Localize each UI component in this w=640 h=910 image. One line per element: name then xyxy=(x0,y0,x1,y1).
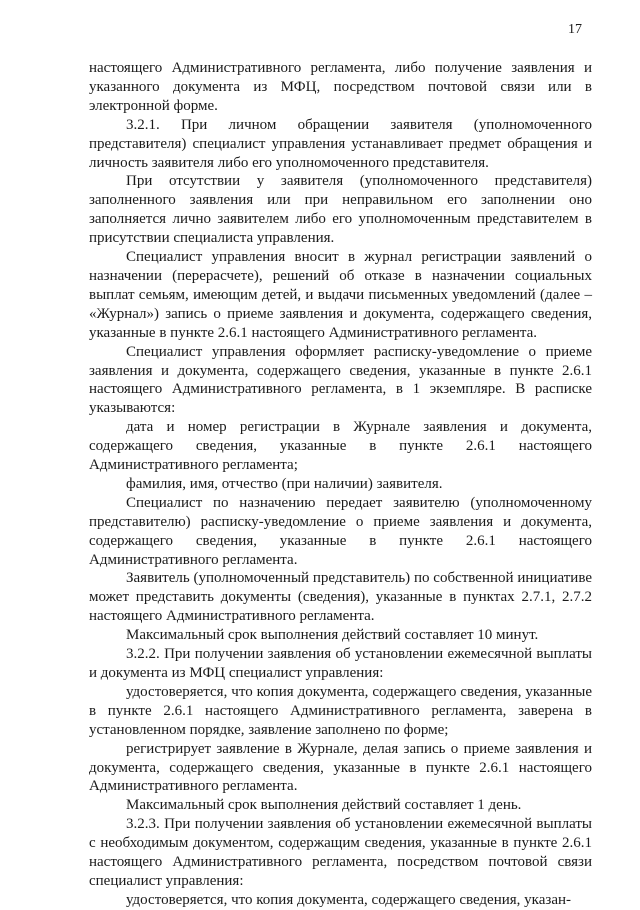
paragraph-receipt-handover: Специалист по назначению передает заявителю (уполномоченному представителю) расписку-уведомление о приеме заявления и документа, содержащего сведения, указанные в пункте 2.6.1 настоящего Административного регламента. xyxy=(89,494,592,568)
paragraph-max-time-10-min: Максимальный срок выполнения действий составляет 10 минут. xyxy=(126,627,539,644)
paragraph-missing-application: При отсутствии у заявителя (уполномоченного представителя) заполненного заявления или при неправильном его заполнении оно заполняется лично заявителем либо его уполномоченным представителем в присутствии специалиста управления. xyxy=(89,173,592,247)
document-body xyxy=(89,59,592,910)
paragraph-3-2-3: 3.2.3. При получении заявления об установлении ежемесячной выплаты с необходимым документом, содержащим сведения, указанные в пункте 2.6.1 настоящего Административного регламента, посредством почтовой связи специалист управления: xyxy=(89,816,592,889)
paragraph-journal-entry: Специалист управления вносит в журнал регистрации заявлений о назначении (перерасчете), решений об отказе в назначении социальных выплат семьям, имеющим детей, и выдачи письменных уведомлений (далее – «Журнал») запись о приеме заявления и документа, содержащего сведения, указанные в пункте 2.6.1 настоящего Административного регламента. xyxy=(89,249,592,341)
paragraph-receipt-item-date: дата и номер регистрации в Журнале заявления и документа, содержащего сведения, указанные в пункте 2.6.1 настоящего Административного регламента; xyxy=(89,419,592,474)
paragraph-verify-copy-cut: удостоверяется, что копия документа, содержащего сведения, указан- xyxy=(126,891,571,908)
paragraph-receipt-item-name: фамилия, имя, отчество (при наличии) заявителя. xyxy=(126,475,443,492)
paragraph-3-2-2: 3.2.2. При получении заявления об установлении ежемесячной выплаты и документа из МФЦ специалист управления: xyxy=(89,646,592,681)
paragraph-continuation: настоящего Административного регламента, либо получение заявления и указанного документа из МФЦ, посредством почтовой связи или в электронной форме. xyxy=(89,60,592,114)
paragraph-own-initiative: Заявитель (уполномоченный представитель) по собственной инициативе может представить документы (сведения), указанные в пунктах 2.7.1, 2.7.2 настоящего Административного регламента. xyxy=(89,570,592,625)
paragraph-max-time-1-day: Максимальный срок выполнения действий составляет 1 день. xyxy=(126,797,522,814)
paragraph-receipt-notice: Специалист управления оформляет расписку-уведомление о приеме заявления и документа, содержащего сведения, указанные в пункте 2.6.1 настоящего Административного регламента, в 1 экземпляре. В расписке указываются: xyxy=(89,343,592,417)
paragraph-3-2-1: 3.2.1. При личном обращении заявителя (уполномоченного представителя) специалист управления устанавливает предмет обращения и личность заявителя либо его уполномоченного представителя. xyxy=(89,116,592,171)
paragraph-verify-copy: удостоверяется, что копия документа, содержащего сведения, указанные в пункте 2.6.1 настоящего Административного регламента, заверена в установленном порядке, заявление заполнено по форме; xyxy=(89,683,592,738)
page-number: 17 xyxy=(568,22,582,37)
paragraph-register-journal: регистрирует заявление в Журнале, делая запись о приеме заявления и документа, содержащего сведения, указанные в пункте 2.6.1 настоящего Административного регламента. xyxy=(89,740,592,795)
